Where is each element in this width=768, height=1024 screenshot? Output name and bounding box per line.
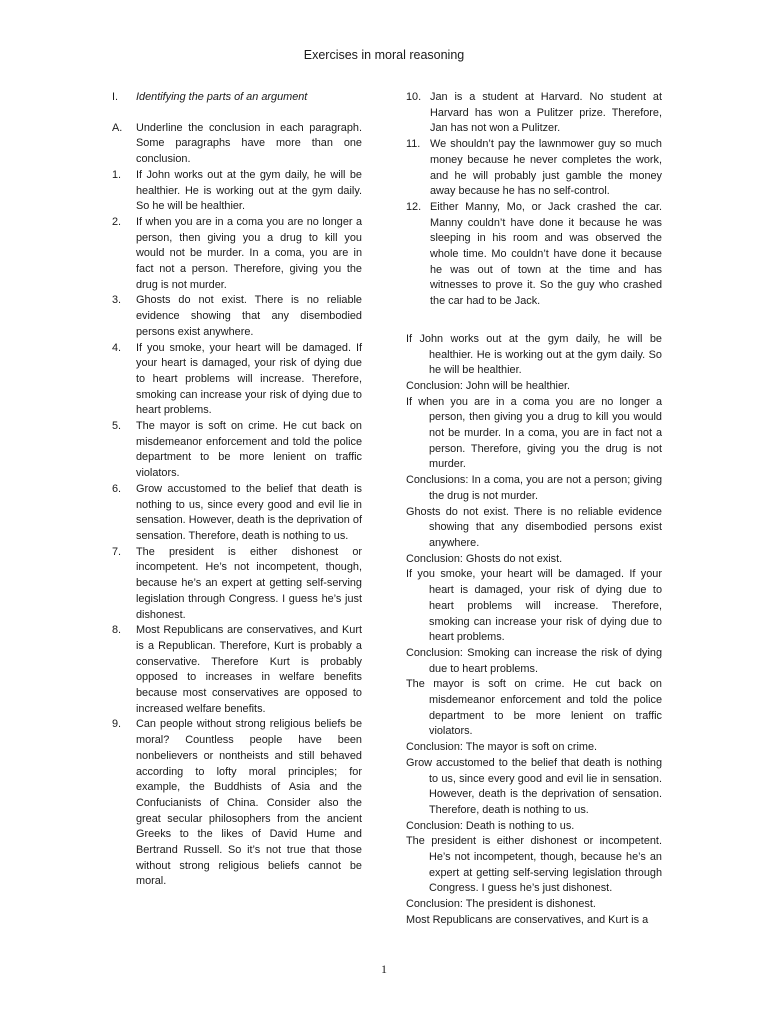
exercise-number: 12.	[406, 200, 422, 213]
answer-paragraph: If John works out at the gym daily, he will be healthier. He is working out at the gym daily. So he will be healthier.	[406, 332, 662, 377]
answer-paragraph: Ghosts do not exist. There is no reliable evidence showing that any disembodied persons exist anywhere.	[406, 505, 662, 549]
exercise-item-7	[112, 545, 362, 624]
section-heading-text: Identifying the parts of an argument	[136, 91, 308, 103]
answer-paragraph: If when you are in a coma you are no longer a person, then giving you a drug to kill you would not be murder. In a coma, you are in fact not a person. Therefore, giving you the drug is not murder.	[406, 395, 662, 471]
answer-paragraph: If you smoke, your heart will be damaged. If your heart is damaged, your risk of dying due to heart problems will increase. Therefore, smoking can increase your risk of dying due to heart problems.	[406, 568, 662, 644]
answer-paragraph: Grow accustomed to the belief that death is nothing to us, since every good and evil lie in sensation. However, death is the deprivation of sensation. Therefore, death is nothing to us.	[406, 756, 662, 816]
exercise-number: 1.	[112, 168, 122, 181]
section-heading	[112, 90, 362, 106]
exercise-text: We shouldn’t pay the lawnmower guy so much money because he never completes the work, and he will probably just gamble the money away because he has no self-control.	[430, 138, 662, 198]
exercise-item-8	[112, 623, 362, 717]
exercise-number: 2.	[112, 215, 122, 228]
exercise-item-3	[112, 293, 362, 340]
exercise-text: If John works out at the gym daily, he will be healthier. He is working out at the gym daily. So he will be healthier.	[136, 168, 362, 213]
exercise-text: The mayor is soft on crime. He cut back on misdemeanor enforcement and told the police department to be more lenient on traffic violators.	[136, 420, 362, 480]
exercise-item-9	[112, 717, 362, 890]
instruction-marker: A.	[112, 121, 123, 134]
exercise-item-4	[112, 341, 362, 420]
exercise-number: 10.	[406, 91, 422, 103]
right-column	[406, 90, 662, 929]
page-title: Exercises in moral reasoning	[303, 48, 465, 62]
exercise-item-11	[406, 137, 662, 200]
exercise-item-10	[406, 90, 662, 137]
exercise-number: 7.	[112, 545, 122, 558]
exercise-text: Either Manny, Mo, or Jack crashed the car. Manny couldn’t have done it because he was sleeping in his room and was observed the whole time. Mo couldn’t have done it because he was out of town at the time and has witnesses to prove it. So the guy who crashed the car had to be Jack.	[430, 200, 662, 308]
exercise-number: 11.	[406, 138, 421, 151]
answer-conclusion: Conclusion: Smoking can increase the risk of dying due to heart problems.	[406, 646, 662, 675]
answer-conclusion: Conclusion: The president is dishonest.	[406, 898, 596, 911]
exercise-item-12	[406, 200, 662, 310]
exercise-number: 4.	[112, 341, 122, 354]
exercise-item-6	[112, 482, 362, 545]
answer-conclusion: Conclusion: John will be healthier.	[406, 379, 571, 392]
exercise-text: Ghosts do not exist. There is no reliable evidence showing that any disembodied persons exist anywhere.	[136, 294, 362, 338]
page-number: 1	[381, 962, 387, 976]
exercise-number: 5.	[112, 420, 122, 433]
exercise-text: Grow accustomed to the belief that death is nothing to us, since every good and evil lie in sensation. However, death is the deprivation of sensation. Therefore, death is nothing to us.	[136, 482, 362, 542]
exercise-item-5	[112, 419, 362, 482]
answer-conclusion: Conclusion: Death is nothing to us.	[406, 819, 575, 832]
exercise-item-1	[112, 168, 362, 215]
exercise-number: 8.	[112, 624, 122, 637]
answer-conclusion: Conclusion: The mayor is soft on crime.	[406, 741, 598, 754]
instruction-text: Underline the conclusion in each paragraph. Some paragraphs have more than one conclusion.	[136, 121, 362, 166]
exercise-number: 6.	[112, 482, 122, 495]
answer-paragraph: The mayor is soft on crime. He cut back on misdemeanor enforcement and told the police department to be more lenient on traffic violators.	[406, 678, 662, 738]
exercise-text: If you smoke, your heart will be damaged. If your heart is damaged, your risk of dying due to heart problems will increase. Therefore, smoking can increase your risk of dying due to heart problems.	[136, 341, 362, 417]
exercise-text: Jan is a student at Harvard. No student at Harvard has won a Pulitzer prize. Therefore, Jan has not won a Pulitzer.	[430, 91, 662, 135]
instruction-item	[112, 121, 362, 168]
section-marker: I.	[112, 91, 119, 103]
exercise-number: 9.	[112, 718, 122, 731]
answer-paragraph: Most Republicans are conservatives, and Kurt is a	[406, 913, 649, 926]
exercise-text: If when you are in a coma you are no longer a person, then giving you a drug to kill you would not be murder. In a coma, you are in fact not a person. Therefore, giving you the drug is not murder.	[136, 215, 362, 291]
exercise-text: Can people without strong religious beliefs be moral? Countless people have been nonbelievers or nontheists and still behaved according to lofty moral principles; for example, the Buddhists of Asia and the Confucianists of China. Consider also the great secular philosophers from the ancient Greeks to the likes of David Hume and Bertrand Russell. So it’s not true that those without strong religious beliefs cannot be moral.	[136, 718, 362, 888]
answer-conclusion: Conclusion: Ghosts do not exist.	[406, 552, 563, 565]
exercise-item-2	[112, 215, 362, 294]
answer-conclusion: Conclusions: In a coma, you are not a person; giving the drug is not murder.	[406, 474, 662, 502]
answer-paragraph: The president is either dishonest or incompetent. He’s not incompetent, though, because he’s an expert at getting self-serving legislation through Congress. I guess he’s just dishonest.	[406, 835, 662, 895]
left-column	[112, 90, 362, 890]
exercise-text: Most Republicans are conservatives, and Kurt is a Republican. Therefore, Kurt is probably a conservative. Therefore Kurt is probably opposed to increases in welfare benefits because most conservatives are opposed to increased welfare benefits.	[136, 624, 362, 715]
exercise-number: 3.	[112, 294, 122, 307]
exercise-text: The president is either dishonest or incompetent. He’s not incompetent, though, because he’s an expert at getting self-serving legislation through Congress. I guess he’s just dishonest.	[136, 545, 362, 621]
